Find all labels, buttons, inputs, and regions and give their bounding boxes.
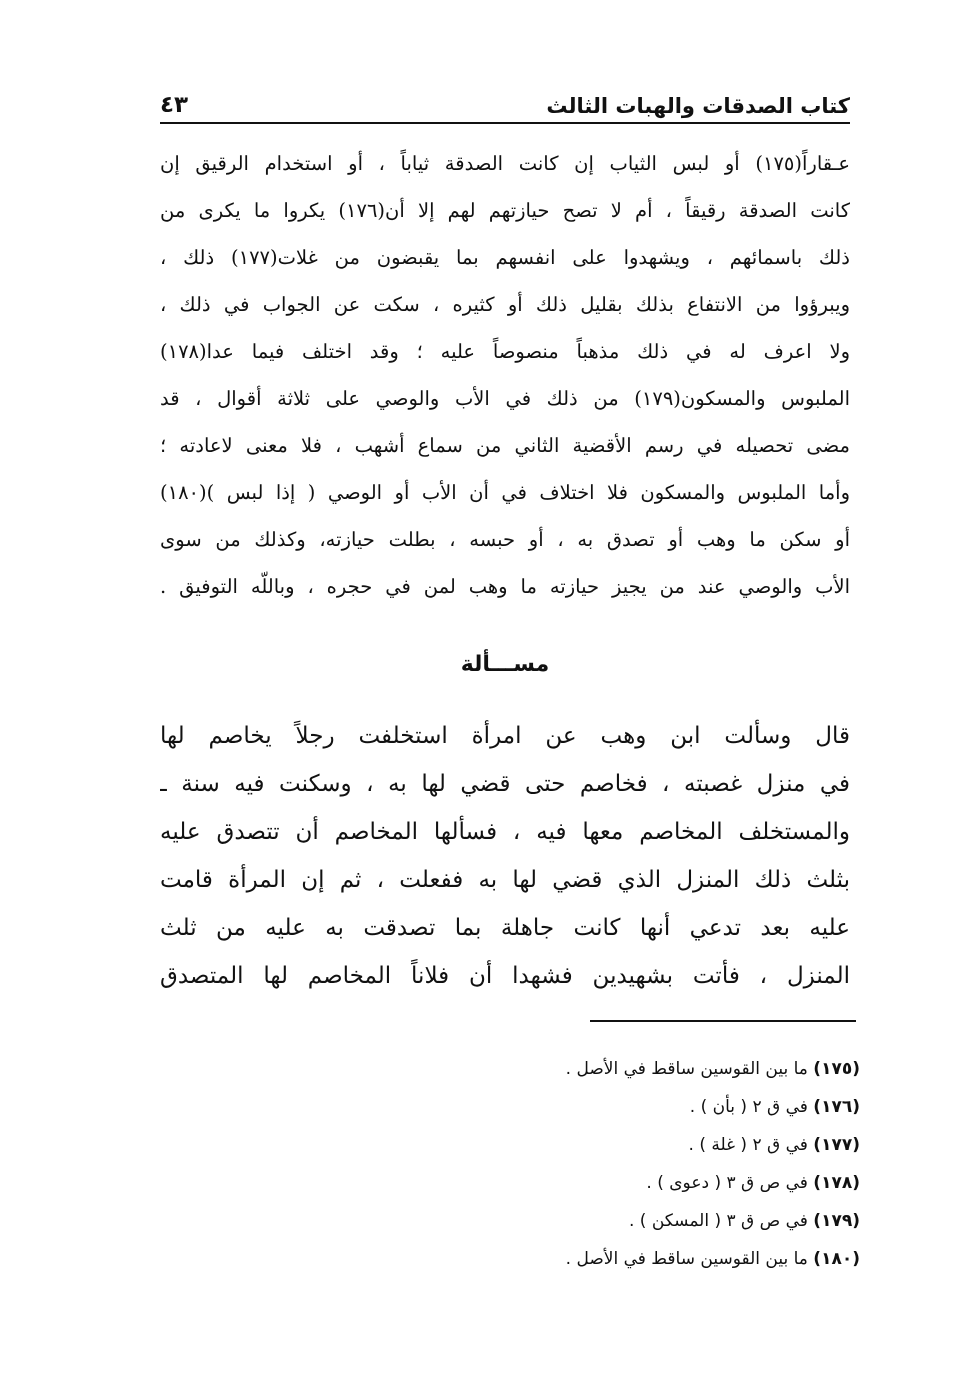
text-line: في منزل غصبته ، فخاصم حتى قضي لها به ، وسكنت فيه سنة ـ: [160, 771, 850, 797]
footnote-text: في ق ٢ ( غلة ) .: [688, 1135, 808, 1155]
page-number: ٤٣: [160, 92, 189, 118]
text-line: وأما الملبوس والمسكون فلا اختلاف في أن الأب أو الوصي ( إذا لبس )(١٨٠): [160, 481, 850, 504]
question-paragraph: [160, 712, 850, 1000]
footnote: [160, 1202, 860, 1240]
text-line: عـقاراً(١٧٥) أو لبس الثياب إن كانت الصدقة ثياباً ، أو استخدام الرقيق إن: [160, 152, 850, 175]
page-header: [160, 78, 850, 118]
footnote: [160, 1164, 860, 1202]
footnote: [160, 1088, 860, 1126]
footnote-text: في ص ق ٣ ( دعوى ) .: [646, 1173, 808, 1193]
footnote-number: (١٧٩): [813, 1211, 860, 1231]
text-line: مضى تحصيله في رسم الأقضية الثاني من سماع أشهب ، فلا معنى لاعادته ؛: [160, 434, 850, 457]
footnote-number: (١٧٨): [813, 1173, 860, 1193]
text-line: الملبوس والمسكون(١٧٩) من ذلك في الأب والوصي على ثلاثة أقوال ، قد: [160, 387, 850, 410]
footnote: [160, 1240, 860, 1278]
footnote-text: ما بين القوسين ساقط في الأصل .: [565, 1249, 808, 1269]
header-rule: [160, 122, 850, 124]
footnote-text: في ص ق ٣ ( المسكن ) .: [628, 1211, 808, 1231]
footnote-text: ما بين القوسين ساقط في الأصل .: [565, 1059, 808, 1079]
section-heading: مســـألة: [460, 652, 550, 677]
footnote-number: (١٨٠): [813, 1249, 860, 1269]
footnote-text: في ق ٢ ( بأن ) .: [689, 1097, 808, 1117]
body-paragraph: [160, 140, 850, 610]
text-line: ويبرؤوا من الانتفاع بذلك بقليل ذلك أو كثيره ، سكت عن الجواب في ذلك ،: [160, 293, 850, 316]
footnotes: [160, 1050, 860, 1278]
text-line: ذلك باسمائهم ، ويشهدوا على انفسهم بما يقبضون من غلات(١٧٧) ذلك ،: [160, 246, 850, 269]
text-line: والمستخلف المخاصم معها فيه ، فسألها المخاصم أن تتصدق عليه: [160, 819, 850, 845]
footnote-separator: [590, 1020, 856, 1022]
footnote-number: (١٧٧): [813, 1135, 860, 1155]
footnote-number: (١٧٥): [813, 1059, 860, 1079]
text-line: عليه بعد تدعي أنها كانت جاهلة بما تصدقت به عليه من ثلث: [160, 915, 850, 941]
footnote: [160, 1050, 860, 1088]
text-line: المنزل ، فأتت بشهيدين فشهدا أن فلاناً المخاصم لها المتصدق: [160, 963, 850, 989]
running-title: كتاب الصدقات والهبات الثالث: [546, 94, 850, 118]
text-line: قال وسألت ابن وهب عن امرأة استخلفت رجلاً يخاصم لها: [160, 723, 850, 749]
footnote-number: (١٧٦): [813, 1097, 860, 1117]
text-line: ولا اعرف له في ذلك مذهباً منصوصاً عليه ؛ وقد اختلف فيما عدا(١٧٨): [160, 340, 850, 363]
text-line: أو سكن ما وهب أو تصدق به ، أو حبسه ، بطلت حيازته، وكذلك من سوى: [160, 528, 850, 551]
footnote: [160, 1126, 860, 1164]
text-line: بثلث ذلك المنزل الذي قضي لها به ففعلت ، ثم إن المرأة قامت: [160, 867, 850, 893]
text-line: الأب والوصي عند من يجيز حيازته ما وهب لمن في حجره ، وباللّه التوفيق .: [160, 575, 850, 598]
text-line: كانت الصدقة رقيقاً ، أم لا تصح حيازتهم لهم إلا أن(١٧٦) يكروا ما يكرى من: [160, 199, 850, 222]
